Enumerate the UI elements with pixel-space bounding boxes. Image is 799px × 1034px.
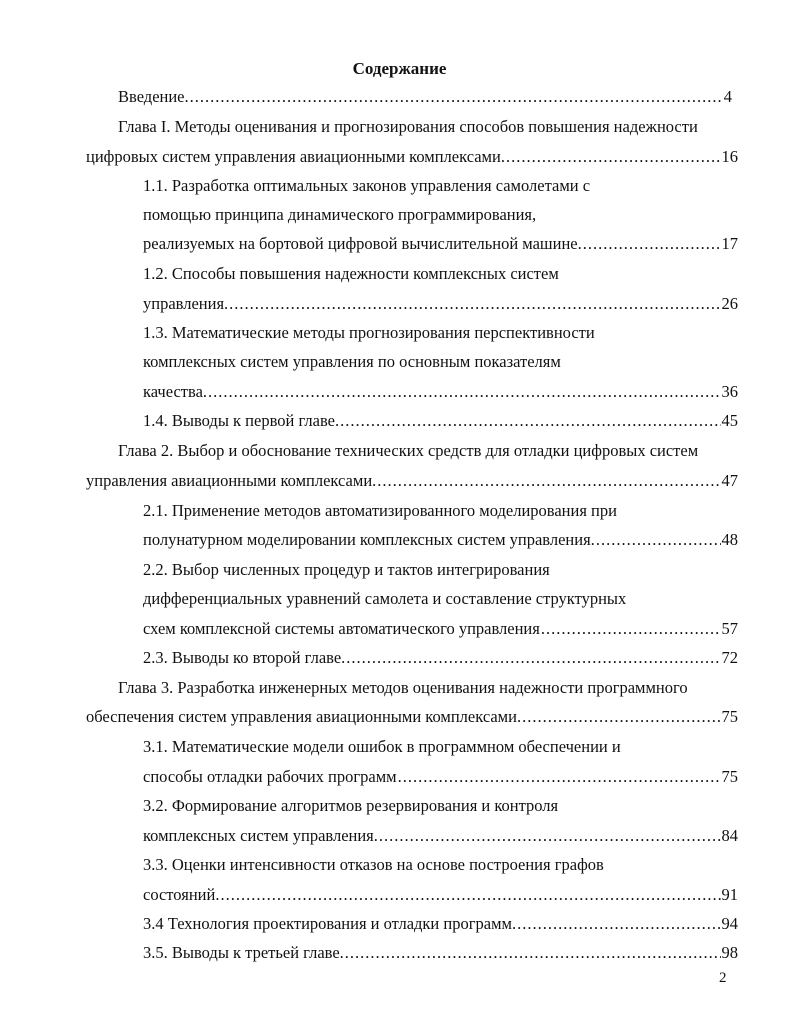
toc-entry-text: способы отладки рабочих программ xyxy=(143,767,397,786)
toc-section-3-2-line1[interactable]: 3.2. Формирование алгоритмов резервирования и контроля xyxy=(143,796,559,815)
toc-page-number: 16 xyxy=(721,147,738,166)
toc-entry-text: полунатурном моделировании комплексных систем управления. xyxy=(143,530,595,549)
page-number: 2 xyxy=(719,970,727,986)
dot-leader xyxy=(379,825,721,847)
dot-leader xyxy=(346,647,720,669)
dot-leader xyxy=(345,942,721,964)
toc-entry-section-1-1[interactable] xyxy=(143,233,738,255)
dot-leader xyxy=(220,884,720,906)
toc-entry-text: 2.3. Выводы ко второй главе. xyxy=(143,648,346,667)
toc-page-number: 26 xyxy=(721,294,738,313)
dot-leader xyxy=(596,529,721,551)
toc-chapter-1-line1[interactable]: Глава I. Методы оценивания и прогнозирования способов повышения надежности xyxy=(118,117,698,136)
toc-page-number: 91 xyxy=(721,885,738,904)
toc-page-number: 98 xyxy=(721,943,738,962)
dot-leader xyxy=(517,913,720,935)
toc-page-number: 75 xyxy=(721,767,738,786)
toc-entry-section-1-3[interactable] xyxy=(143,381,738,403)
toc-section-1-1-line2[interactable]: помощью принципа динамического программирования, xyxy=(143,205,537,224)
toc-section-3-3-line1[interactable]: 3.3. Оценки интенсивности отказов на основе построения графов xyxy=(143,855,604,874)
toc-entry-text: управления авиационными комплексами. xyxy=(86,471,377,490)
toc-entry-text: обеспечения систем управления авиационными комплексами. xyxy=(86,707,522,726)
toc-entry-text: схем комплексной системы автоматического управления xyxy=(143,619,540,638)
toc-entry-section-3-4[interactable] xyxy=(143,913,738,935)
toc-page-number: 94 xyxy=(721,914,738,933)
toc-page-number: 48 xyxy=(721,530,738,549)
toc-chapter-3-line1[interactable]: Глава 3. Разработка инженерных методов оценивания надежности программного xyxy=(118,678,688,697)
toc-section-1-3-line1[interactable]: 1.3. Математические методы прогнозирования перспективности xyxy=(143,323,595,342)
toc-entry-text: состояний. xyxy=(143,885,220,904)
dot-leader xyxy=(229,293,720,315)
toc-entry-text: 1.4. Выводы к первой главе. xyxy=(143,411,340,430)
toc-section-1-3-line2[interactable]: комплексных систем управления по основным показателям xyxy=(143,352,561,371)
toc-page-number: 36 xyxy=(721,382,738,401)
toc-entry-text: 3.5. Выводы к третьей главе. xyxy=(143,943,344,962)
toc-entry-section-3-1[interactable] xyxy=(143,766,738,788)
toc-entry-section-2-3[interactable] xyxy=(143,647,738,669)
toc-section-2-1-line1[interactable]: 2.1. Применение методов автоматизированного моделирования при xyxy=(143,501,617,520)
toc-entry-text: комплексных систем управления. xyxy=(143,826,378,845)
toc-entry-text: реализуемых на бортовой цифровой вычислительной машине. xyxy=(143,234,582,253)
toc-heading: Содержание xyxy=(352,59,447,78)
toc-entry-text: 3.4 Технология проектирования и отладки программ. xyxy=(143,914,517,933)
toc-entry-section-3-5[interactable] xyxy=(143,942,738,964)
toc-page-number: 75 xyxy=(721,707,738,726)
dot-leader xyxy=(398,766,721,788)
toc-entry-section-3-2[interactable] xyxy=(143,825,738,847)
toc-entry-section-3-3[interactable] xyxy=(143,884,738,906)
toc-page-number: 17 xyxy=(721,234,738,253)
toc-page-number: 45 xyxy=(721,411,738,430)
toc-page-number: 84 xyxy=(721,826,738,845)
dot-leader xyxy=(208,381,720,403)
toc-page-number: 47 xyxy=(721,471,738,490)
toc-entry-text: управления. xyxy=(143,294,229,313)
toc-entry-chapter-2[interactable] xyxy=(86,470,738,492)
toc-entry-section-1-4[interactable] xyxy=(143,410,738,432)
toc-entry-text: Введение. xyxy=(118,87,189,106)
toc-entry-chapter-3[interactable] xyxy=(86,706,738,728)
toc-page-number: 72 xyxy=(721,648,738,667)
toc-page-number: 57 xyxy=(721,619,738,638)
toc-chapter-2-line1[interactable]: Глава 2. Выбор и обоснование технических средств для отладки цифровых систем xyxy=(118,441,699,460)
dot-leader xyxy=(506,146,721,168)
toc-section-1-1-line1[interactable]: 1.1. Разработка оптимальных законов управления самолетами с xyxy=(143,176,591,195)
toc-entry-text: качества. xyxy=(143,382,208,401)
toc-entry-section-2-2[interactable] xyxy=(143,618,738,640)
toc-section-2-2-line2[interactable]: дифференциальных уравнений самолета и составление структурных xyxy=(143,589,627,608)
dot-leader xyxy=(340,410,720,432)
dot-leader xyxy=(377,470,720,492)
toc-entry-chapter-1[interactable] xyxy=(86,146,738,168)
toc-entry-section-2-1[interactable] xyxy=(143,529,738,551)
toc-entry-intro[interactable] xyxy=(118,86,732,108)
dot-leader xyxy=(522,706,720,728)
dot-leader xyxy=(190,86,723,108)
dot-leader xyxy=(541,618,721,640)
toc-section-2-2-line1[interactable]: 2.2. Выбор численных процедур и тактов интегрирования xyxy=(143,560,550,579)
toc-section-3-1-line1[interactable]: 3.1. Математические модели ошибок в программном обеспечении и xyxy=(143,737,621,756)
toc-entry-section-1-2[interactable] xyxy=(143,293,738,315)
toc-entry-text: цифровых систем управления авиационными комплексами. xyxy=(86,147,505,166)
dot-leader xyxy=(583,233,721,255)
toc-page-number: 4 xyxy=(723,87,732,106)
toc-section-1-2-line1[interactable]: 1.2. Способы повышения надежности комплексных систем xyxy=(143,264,559,283)
